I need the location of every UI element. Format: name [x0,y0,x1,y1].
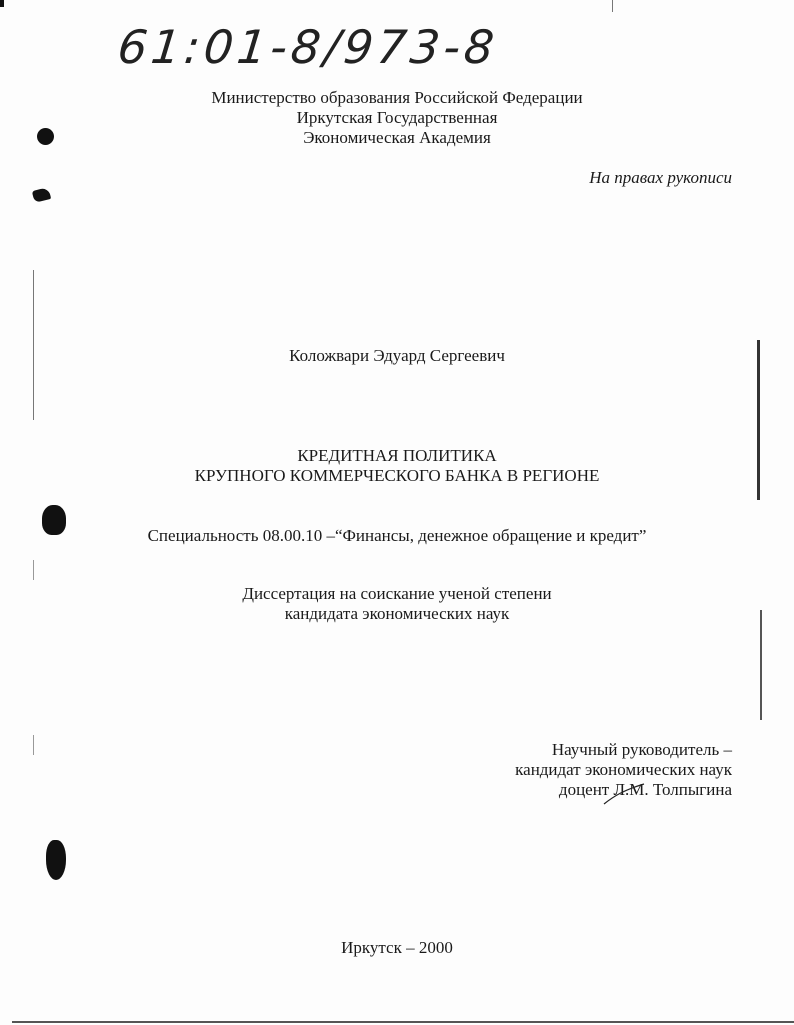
ministry-name: Министерство образования Российской Федерации [211,88,583,107]
supervisor-role: Научный руководитель – [551,740,732,759]
degree-line1: Диссертация на соискание ученой степени [242,584,552,603]
degree-line2: кандидата экономических наук [284,604,510,623]
university-name-line2: Экономическая Академия [303,128,491,147]
supervisor-degree: кандидат экономических наук [515,760,732,779]
author-name: Коложвари Эдуард Сергеевич [289,346,505,365]
university-name-line1: Иркутская Государственная [296,108,498,127]
specialty-line: Специальность 08.00.10 –“Финансы, денежное обращение и кредит” [147,526,647,545]
supervisor-name: доцент Л.М. Толпыгина [558,780,732,799]
handwritten-archive-number: 61:01-8/973-8 [115,20,501,74]
dissertation-title-line1: КРЕДИТНАЯ ПОЛИТИКА [297,446,497,465]
signature-mark [600,778,650,808]
dissertation-title-line2: КРУПНОГО КОММЕРЧЕСКОГО БАНКА В РЕГИОНЕ [194,466,600,485]
place-and-year: Иркутск – 2000 [341,938,453,957]
manuscript-rights-note: На правах рукописи [589,168,732,187]
